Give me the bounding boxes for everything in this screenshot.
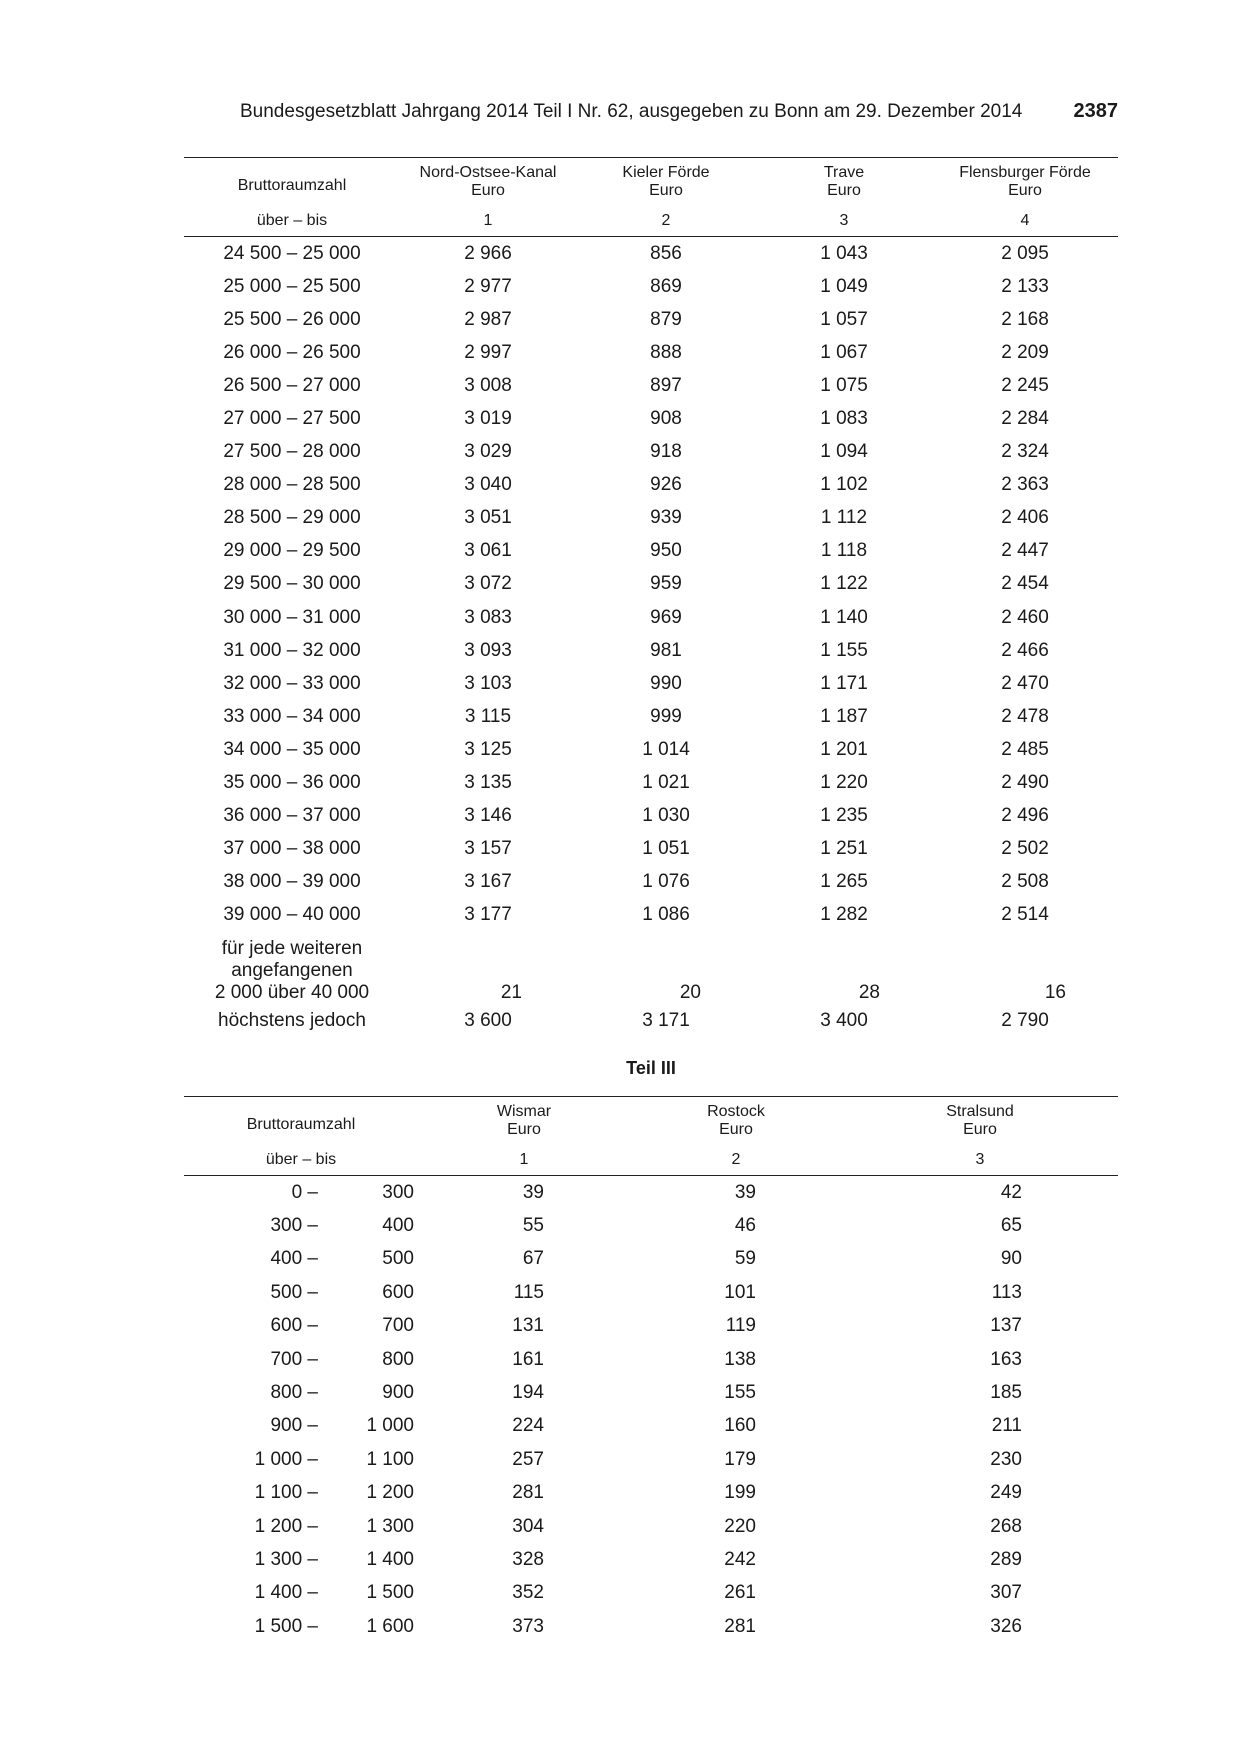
table-row — [184, 336, 1118, 369]
table-cell: 3 008 — [464, 374, 512, 396]
table-cell: 3 177 — [464, 904, 512, 926]
column-header-name: Trave — [823, 164, 865, 181]
range-to-cell: 900 — [382, 1382, 414, 1404]
column-header-rostock — [630, 1097, 842, 1148]
table-row — [184, 1343, 1118, 1376]
table-cell: 1 030 — [642, 805, 690, 827]
table-cell: 289 — [990, 1548, 1022, 1570]
table-cell: 131 — [512, 1315, 544, 1337]
column-header-name: Kieler Förde — [622, 164, 710, 181]
table-cell: 46 — [734, 1215, 756, 1237]
table-cell: 220 — [724, 1515, 756, 1537]
table-cell: 2 209 — [1001, 341, 1049, 363]
table-cell: 1 014 — [642, 738, 690, 760]
range-to-cell: 600 — [382, 1281, 414, 1303]
column-header-name: Rostock — [707, 1103, 765, 1120]
column-subheader-range: über – bis — [184, 208, 400, 237]
range-to-cell: 400 — [382, 1215, 414, 1237]
table-cell: 2 496 — [1001, 805, 1049, 827]
extra-row-label-line: für jede weiteren — [221, 937, 363, 959]
column-number: 1 — [400, 208, 576, 237]
table-cell: 160 — [724, 1415, 756, 1437]
column-number: 2 — [630, 1147, 842, 1176]
table-cell: 2 284 — [1001, 408, 1049, 430]
table-cell: 326 — [990, 1615, 1022, 1637]
table-cell: 3 115 — [464, 705, 512, 727]
table-cell: 42 — [1000, 1181, 1022, 1203]
range-cell: 34 000 – 35 000 — [223, 738, 361, 760]
column-header-trave — [756, 158, 932, 209]
table-cell: 224 — [512, 1415, 544, 1437]
range-cell: 25 500 – 26 000 — [223, 308, 361, 330]
range-cell: 27 500 – 28 000 — [223, 441, 361, 463]
table-cell: 3 103 — [464, 672, 512, 694]
table-cell: 1 112 — [820, 507, 868, 529]
table-cell: 1 187 — [820, 705, 868, 727]
table-cell: 950 — [650, 540, 682, 562]
table-cell: 3 051 — [464, 507, 512, 529]
table-cell: 856 — [650, 242, 682, 264]
range-cell: 33 000 – 34 000 — [223, 705, 361, 727]
table-cell: 2 790 — [1001, 1009, 1049, 1031]
fee-table-part-3 — [184, 1096, 1118, 1643]
page-header-title: Bundesgesetzblatt Jahrgang 2014 Teil I Nr. 62, ausgegeben zu Bonn am 29. Dezember 2014 — [240, 101, 1023, 122]
column-number: 3 — [756, 208, 932, 237]
table-cell: 1 067 — [820, 341, 868, 363]
table-body — [184, 237, 1118, 932]
range-from-cell: 1 200 – — [254, 1515, 318, 1537]
table-cell: 257 — [512, 1448, 544, 1470]
table-cell: 268 — [990, 1515, 1022, 1537]
table-row — [184, 667, 1118, 700]
column-header-unit: Euro — [471, 182, 505, 199]
table-cell: 1 201 — [820, 738, 868, 760]
column-subheader-range: über – bis — [184, 1147, 418, 1176]
column-header-unit: Euro — [1008, 182, 1042, 199]
range-from-cell: 1 100 – — [254, 1482, 318, 1504]
table-cell: 20 — [679, 981, 701, 1003]
table-cell: 261 — [724, 1582, 756, 1604]
table-cell: 2 245 — [1001, 374, 1049, 396]
column-header-name: Nord-Ostsee-Kanal — [419, 164, 557, 181]
range-to-cell: 1 000 — [366, 1415, 414, 1437]
extra-row-label — [184, 932, 400, 1004]
table-row — [184, 733, 1118, 766]
range-from-cell: 500 – — [270, 1281, 318, 1303]
table-cell: 939 — [650, 507, 682, 529]
table-cell: 1 102 — [820, 474, 868, 496]
table-row — [184, 369, 1118, 402]
range-cell: 27 000 – 27 500 — [223, 408, 361, 430]
range-cell: 36 000 – 37 000 — [223, 805, 361, 827]
page-header — [240, 100, 1118, 130]
table-cell: 242 — [724, 1548, 756, 1570]
range-cell: 26 500 – 27 000 — [223, 374, 361, 396]
table-cell: 879 — [650, 308, 682, 330]
column-header-unit: Euro — [963, 1121, 997, 1138]
table-cell: 1 076 — [642, 871, 690, 893]
table-cell: 3 061 — [464, 540, 512, 562]
range-cell: 29 500 – 30 000 — [223, 573, 361, 595]
column-header-unit: Euro — [649, 182, 683, 199]
table-cell: 2 460 — [1001, 606, 1049, 628]
range-from-cell: 1 400 – — [254, 1582, 318, 1604]
table-row — [184, 800, 1118, 833]
table-cell: 1 171 — [820, 672, 868, 694]
table-cell: 179 — [724, 1448, 756, 1470]
table-cell: 2 447 — [1001, 540, 1049, 562]
table-cell: 1 049 — [820, 275, 868, 297]
table-row-max — [184, 1004, 1118, 1037]
range-to-cell: 800 — [382, 1348, 414, 1370]
range-cell: 28 500 – 29 000 — [223, 507, 361, 529]
column-header-flensburger-foerde — [932, 158, 1118, 209]
table-cell: 2 987 — [464, 308, 512, 330]
table-row — [184, 436, 1118, 469]
table-row — [184, 270, 1118, 303]
table-cell: 3 093 — [464, 639, 512, 661]
table-cell: 3 072 — [464, 573, 512, 595]
table-cell: 1 057 — [820, 308, 868, 330]
table-cell: 2 095 — [1001, 242, 1049, 264]
table-cell: 113 — [991, 1281, 1022, 1303]
table-footer-rows — [184, 932, 1118, 1037]
range-cell: 29 000 – 29 500 — [223, 540, 361, 562]
table-row — [184, 1276, 1118, 1309]
table-row — [184, 469, 1118, 502]
table-cell: 2 966 — [464, 242, 512, 264]
range-from-cell: 700 – — [270, 1348, 318, 1370]
table-row — [184, 402, 1118, 435]
table-cell: 3 040 — [464, 474, 512, 496]
extra-row-label-line: angefangenen — [231, 959, 353, 981]
range-to-cell: 1 100 — [366, 1448, 414, 1470]
table-row — [184, 601, 1118, 634]
table-cell: 1 118 — [820, 540, 868, 562]
range-cell: 30 000 – 31 000 — [223, 606, 361, 628]
table-cell: 3 019 — [464, 408, 512, 430]
table-cell: 352 — [512, 1582, 544, 1604]
table-cell: 926 — [650, 474, 682, 496]
table-cell: 3 157 — [464, 838, 512, 860]
table-cell: 999 — [650, 705, 682, 727]
table-cell: 3 400 — [820, 1009, 868, 1031]
table-cell: 2 977 — [464, 275, 512, 297]
table-row — [184, 634, 1118, 667]
table-cell: 3 146 — [464, 805, 512, 827]
table-cell: 249 — [990, 1482, 1022, 1504]
table-cell: 211 — [991, 1415, 1022, 1437]
table-cell: 2 454 — [1001, 573, 1049, 595]
table-cell: 1 083 — [820, 408, 868, 430]
table-cell: 1 140 — [820, 606, 868, 628]
table-cell: 2 324 — [1001, 441, 1049, 463]
range-cell: 38 000 – 39 000 — [223, 871, 361, 893]
column-header-unit: Euro — [827, 182, 861, 199]
range-from-cell: 400 – — [270, 1248, 318, 1270]
range-from-cell: 600 – — [270, 1315, 318, 1337]
table-row — [184, 502, 1118, 535]
column-header-unit: Euro — [719, 1121, 753, 1138]
range-to-cell: 1 400 — [366, 1548, 414, 1570]
table-cell: 3 167 — [464, 871, 512, 893]
range-cell: 25 000 – 25 500 — [223, 275, 361, 297]
table-body — [184, 1176, 1118, 1644]
table-cell: 373 — [512, 1615, 544, 1637]
table-cell: 185 — [990, 1382, 1022, 1404]
table-cell: 2 363 — [1001, 474, 1049, 496]
table-cell: 918 — [650, 441, 682, 463]
range-cell: 39 000 – 40 000 — [223, 904, 361, 926]
table-cell: 2 466 — [1001, 639, 1049, 661]
table-row — [184, 1610, 1118, 1643]
range-cell: 24 500 – 25 000 — [223, 242, 361, 264]
column-header-name: Flensburger Förde — [959, 164, 1091, 181]
column-number: 3 — [842, 1147, 1118, 1176]
table-cell: 1 251 — [820, 838, 868, 860]
column-number: 1 — [418, 1147, 630, 1176]
table-cell: 28 — [858, 981, 880, 1003]
table-row — [184, 1410, 1118, 1443]
table-cell: 16 — [1044, 981, 1066, 1003]
table-cell: 90 — [1000, 1248, 1022, 1270]
extra-row-label-line: 2 000 über 40 000 — [214, 981, 370, 1003]
table-cell: 2 508 — [1001, 871, 1049, 893]
column-header-kieler-foerde — [576, 158, 756, 209]
column-number: 2 — [576, 208, 756, 237]
column-header-bruttoraumzahl: Bruttoraumzahl — [246, 1116, 356, 1133]
table-cell: 199 — [724, 1482, 756, 1504]
table-cell: 1 282 — [820, 904, 868, 926]
range-from-cell: 900 – — [270, 1415, 318, 1437]
table-cell: 3 135 — [464, 772, 512, 794]
table-cell: 230 — [990, 1448, 1022, 1470]
range-to-cell: 1 500 — [366, 1582, 414, 1604]
table-row — [184, 303, 1118, 336]
range-cell: 32 000 – 33 000 — [223, 672, 361, 694]
range-cell: 31 000 – 32 000 — [223, 639, 361, 661]
table-cell: 908 — [650, 408, 682, 430]
table-cell: 55 — [522, 1215, 544, 1237]
table-row — [184, 899, 1118, 932]
table-cell: 1 094 — [820, 441, 868, 463]
table-cell: 1 155 — [820, 639, 868, 661]
table-cell: 1 265 — [820, 871, 868, 893]
column-header-name: Stralsund — [946, 1103, 1014, 1120]
range-to-cell: 700 — [382, 1315, 414, 1337]
table-cell: 119 — [725, 1315, 756, 1337]
table-cell: 281 — [512, 1482, 544, 1504]
table-cell: 161 — [512, 1348, 544, 1370]
column-header-name: Wismar — [496, 1103, 552, 1120]
table-cell: 281 — [724, 1615, 756, 1637]
table-cell: 39 — [522, 1181, 544, 1203]
table-cell: 1 122 — [820, 573, 868, 595]
range-from-cell: 800 – — [270, 1382, 318, 1404]
table-row-extra — [184, 932, 1118, 1004]
table-cell: 2 485 — [1001, 738, 1049, 760]
column-header-unit: Euro — [507, 1121, 541, 1138]
range-to-cell: 1 300 — [366, 1515, 414, 1537]
table-cell: 897 — [650, 374, 682, 396]
range-to-cell: 300 — [382, 1181, 414, 1203]
range-to-cell: 1 600 — [366, 1615, 414, 1637]
table-cell: 969 — [650, 606, 682, 628]
table-cell: 59 — [734, 1248, 756, 1270]
table-cell: 2 478 — [1001, 705, 1049, 727]
column-header-bruttoraumzahl: Bruttoraumzahl — [237, 177, 347, 194]
table-cell: 21 — [500, 981, 522, 1003]
range-from-cell: 1 300 – — [254, 1548, 318, 1570]
table-cell: 101 — [724, 1281, 756, 1303]
table-cell: 3 029 — [464, 441, 512, 463]
table-row — [184, 1310, 1118, 1343]
table-cell: 2 133 — [1001, 275, 1049, 297]
table-cell: 194 — [512, 1382, 544, 1404]
table-row — [184, 1243, 1118, 1276]
fee-table-part-2 — [184, 157, 1118, 1037]
page-number: 2387 — [1073, 100, 1118, 122]
table-cell: 981 — [650, 639, 682, 661]
range-cell: 26 000 – 26 500 — [223, 341, 361, 363]
table-cell: 1 051 — [642, 838, 690, 860]
column-header-wismar — [418, 1097, 630, 1148]
table-cell: 3 125 — [464, 738, 512, 760]
table-cell: 115 — [513, 1281, 544, 1303]
table-cell: 3 171 — [642, 1009, 690, 1031]
range-cell: 28 000 – 28 500 — [223, 474, 361, 496]
table-cell: 2 168 — [1001, 308, 1049, 330]
table-cell: 1 075 — [820, 374, 868, 396]
table-cell: 2 514 — [1001, 904, 1049, 926]
table-cell: 990 — [650, 672, 682, 694]
table-cell: 155 — [724, 1382, 756, 1404]
column-number: 4 — [932, 208, 1118, 237]
table-cell: 1 220 — [820, 772, 868, 794]
range-from-cell: 1 500 – — [254, 1615, 318, 1637]
table-cell: 328 — [512, 1548, 544, 1570]
table-row — [184, 1477, 1118, 1510]
table-cell: 2 490 — [1001, 772, 1049, 794]
table-row — [184, 1510, 1118, 1543]
table-row — [184, 833, 1118, 866]
range-cell: 37 000 – 38 000 — [223, 838, 361, 860]
table-row — [184, 535, 1118, 568]
table-row — [184, 1543, 1118, 1576]
table-cell: 1 235 — [820, 805, 868, 827]
table-cell: 1 043 — [820, 242, 868, 264]
table-cell: 3 083 — [464, 606, 512, 628]
column-header-stralsund — [842, 1097, 1118, 1148]
table-cell: 2 470 — [1001, 672, 1049, 694]
table-cell: 67 — [522, 1248, 544, 1270]
table-row — [184, 866, 1118, 899]
table-row — [184, 1176, 1118, 1210]
table-cell: 2 997 — [464, 341, 512, 363]
table-cell: 307 — [990, 1582, 1022, 1604]
table-cell: 1 086 — [642, 904, 690, 926]
table-row — [184, 237, 1118, 271]
max-row-label: höchstens jedoch — [218, 1009, 366, 1031]
table-cell: 1 021 — [642, 772, 690, 794]
range-from-cell: 1 000 – — [254, 1448, 318, 1470]
range-from-cell: 300 – — [270, 1215, 318, 1237]
column-header-nord-ostsee-kanal — [400, 158, 576, 209]
table-cell: 138 — [724, 1348, 756, 1370]
table-cell: 959 — [650, 573, 682, 595]
range-to-cell: 500 — [382, 1248, 414, 1270]
table-cell: 888 — [650, 341, 682, 363]
table-cell: 869 — [650, 275, 682, 297]
table-row — [184, 700, 1118, 733]
table-row — [184, 1577, 1118, 1610]
table-row — [184, 1209, 1118, 1242]
table-cell: 163 — [990, 1348, 1022, 1370]
table-row — [184, 568, 1118, 601]
table-row — [184, 1443, 1118, 1476]
table-cell: 65 — [1000, 1215, 1022, 1237]
table-cell: 304 — [512, 1515, 544, 1537]
table-row — [184, 1376, 1118, 1409]
section-title-teil-iii: Teil III — [626, 1058, 676, 1078]
range-from-cell: 0 – — [291, 1181, 318, 1203]
range-to-cell: 1 200 — [366, 1482, 414, 1504]
table-cell: 2 406 — [1001, 507, 1049, 529]
table-cell: 39 — [734, 1181, 756, 1203]
table-cell: 3 600 — [464, 1009, 512, 1031]
table-cell: 137 — [990, 1315, 1022, 1337]
range-cell: 35 000 – 36 000 — [223, 772, 361, 794]
table-row — [184, 767, 1118, 800]
table-cell: 2 502 — [1001, 838, 1049, 860]
